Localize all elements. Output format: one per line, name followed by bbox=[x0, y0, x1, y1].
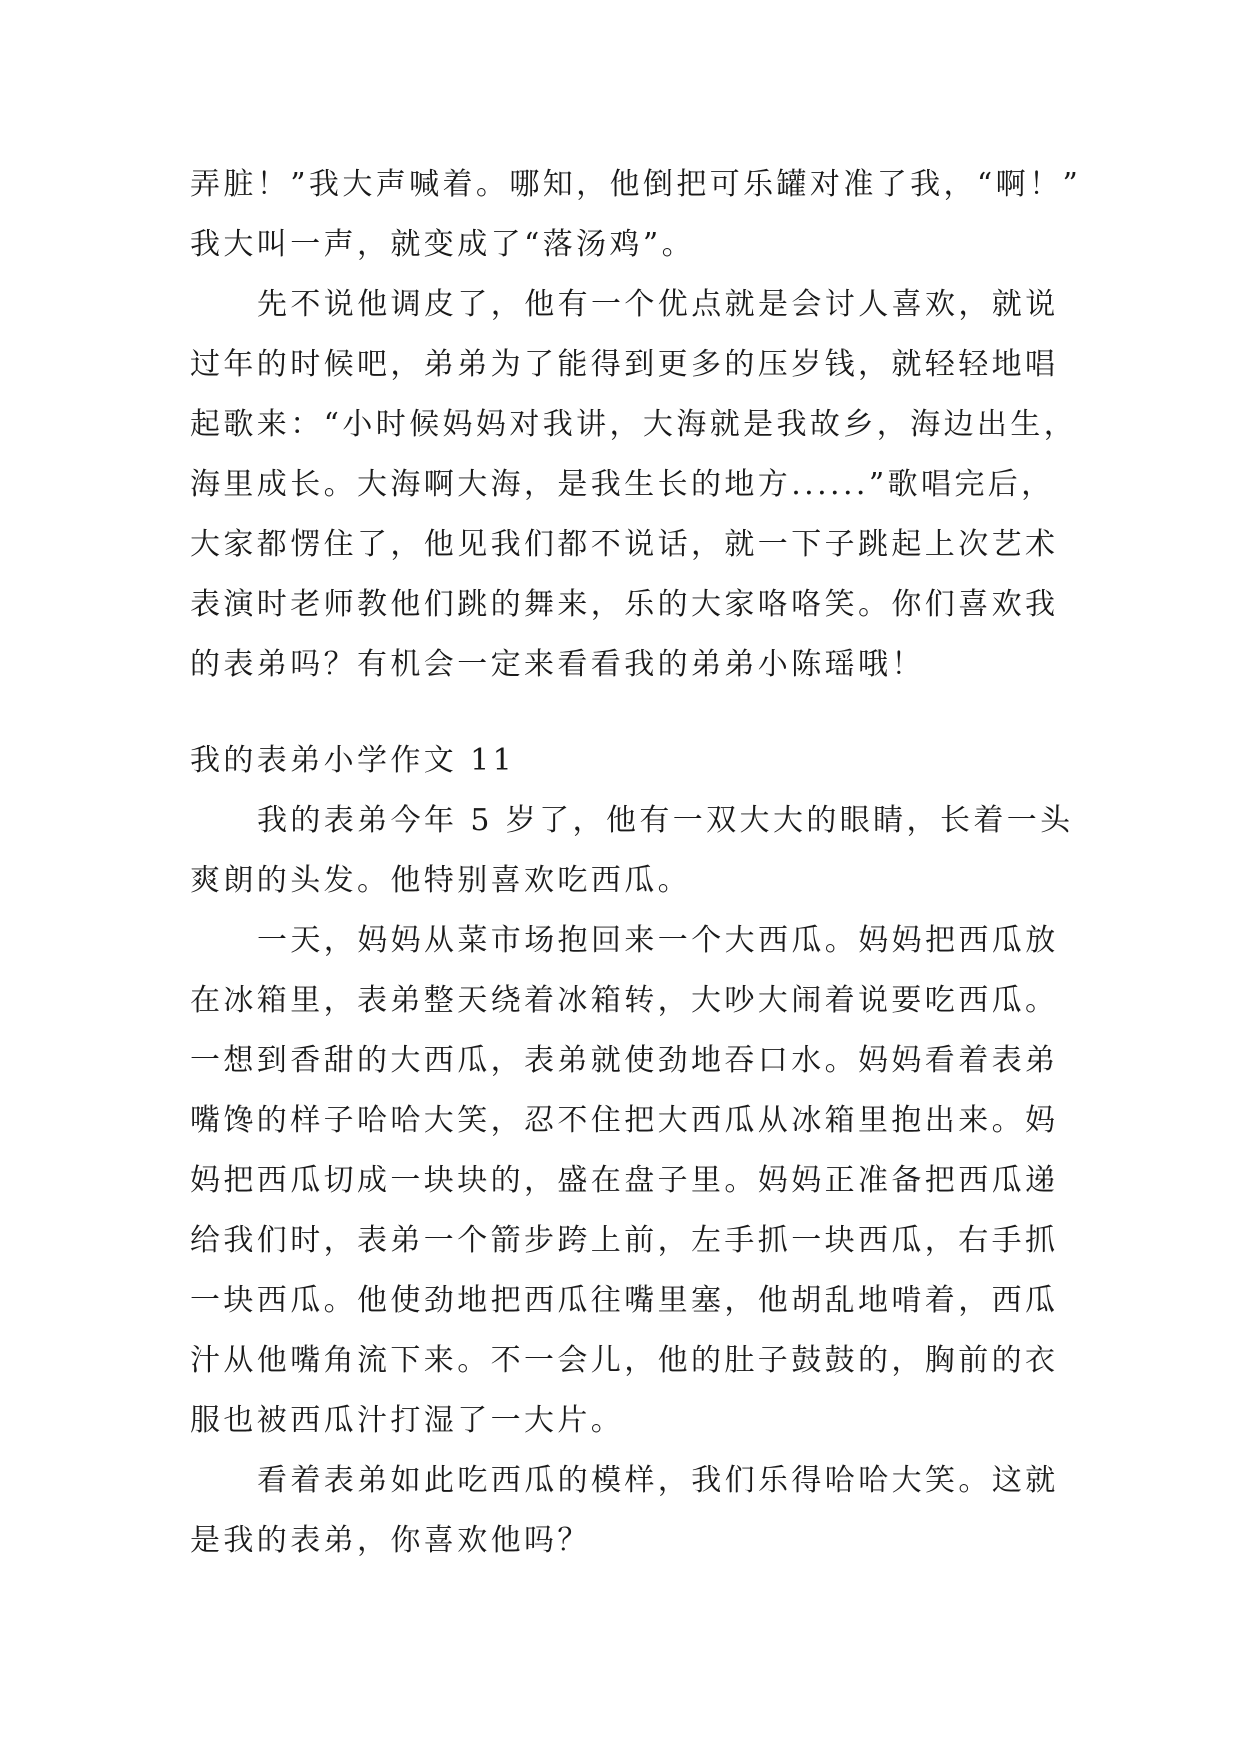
text-line: 在冰箱里，表弟整天绕着冰箱转，大吵大闹着说要吃西瓜。 bbox=[190, 983, 1059, 1018]
text-line: 表演时老师教他们跳的舞来，乐的大家咯咯笑。你们喜欢我 bbox=[190, 587, 1059, 622]
essay-title: 我的表弟小学作文 11 bbox=[190, 743, 516, 778]
text-line: 的表弟吗？有机会一定来看看我的弟弟小陈瑶哦！ bbox=[190, 647, 925, 682]
text-line: 我大叫一声，就变成了“落汤鸡”。 bbox=[190, 227, 696, 262]
essay-body bbox=[190, 155, 1082, 1571]
text-line: 服也被西瓜汁打湿了一大片。 bbox=[190, 1403, 625, 1438]
text-line: 一想到香甜的大西瓜，表弟就使劲地吞口水。妈妈看着表弟 bbox=[190, 1043, 1059, 1078]
paragraph-start-line: 我的表弟今年 5 岁了，他有一双大大的眼睛，长着一头 bbox=[257, 803, 1074, 838]
text-line: 一块西瓜。他使劲地把西瓜往嘴里塞，他胡乱地啃着，西瓜 bbox=[190, 1283, 1059, 1318]
text-line: 是我的表弟，你喜欢他吗？ bbox=[190, 1523, 591, 1558]
text-line: 过年的时候吧，弟弟为了能得到更多的压岁钱，就轻轻地唱 bbox=[190, 347, 1059, 382]
paragraph-start-line: 看着表弟如此吃西瓜的模样，我们乐得哈哈大笑。这就 bbox=[257, 1463, 1059, 1498]
text-line: 嘴馋的样子哈哈大笑，忍不住把大西瓜从冰箱里抱出来。妈 bbox=[190, 1103, 1059, 1138]
text-line: 起歌来：“小时候妈妈对我讲，大海就是我故乡，海边出生， bbox=[190, 407, 1078, 442]
paragraph-start-line: 先不说他调皮了，他有一个优点就是会讨人喜欢，就说 bbox=[257, 287, 1059, 322]
text-line: 妈把西瓜切成一块块的，盛在盘子里。妈妈正准备把西瓜递 bbox=[190, 1163, 1059, 1198]
text-line: 弄脏！”我大声喊着。哪知，他倒把可乐罐对准了我，“啊！” bbox=[190, 167, 1082, 202]
text-line: 大家都愣住了，他见我们都不说话，就一下子跳起上次艺术 bbox=[190, 527, 1059, 562]
text-line: 海里成长。大海啊大海，是我生长的地方......”歌唱完后， bbox=[190, 467, 1055, 502]
text-line: 爽朗的头发。他特别喜欢吃西瓜。 bbox=[190, 863, 691, 898]
text-line: 汁从他嘴角流下来。不一会儿，他的肚子鼓鼓的，胸前的衣 bbox=[190, 1343, 1059, 1378]
text-line: 给我们时，表弟一个箭步跨上前，左手抓一块西瓜，右手抓 bbox=[190, 1223, 1059, 1258]
paragraph-start-line: 一天，妈妈从菜市场抱回来一个大西瓜。妈妈把西瓜放 bbox=[257, 923, 1059, 958]
